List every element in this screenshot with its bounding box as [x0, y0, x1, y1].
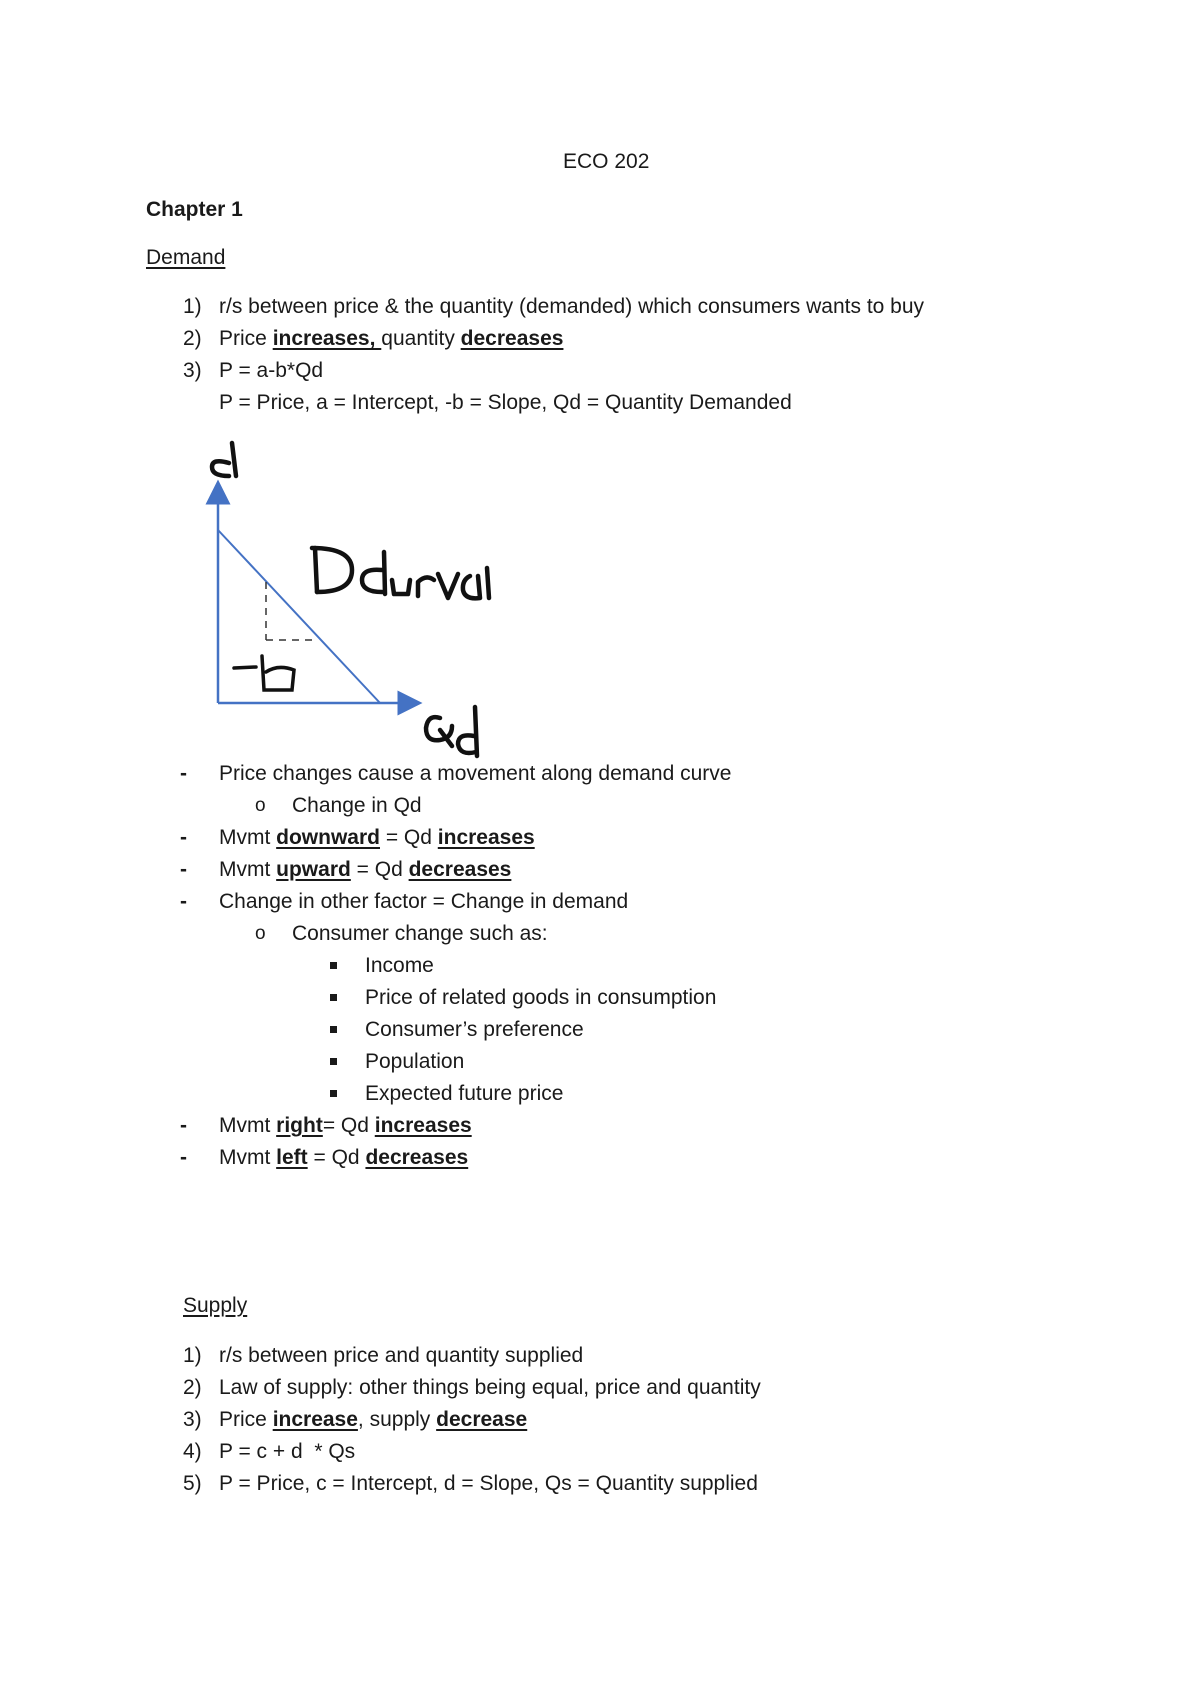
list-number: 2) — [183, 327, 202, 350]
list-text: Mvmt left = Qd decreases — [219, 1146, 469, 1169]
square-bullet — [330, 1058, 337, 1065]
list-text: Price of related goods in consumption — [365, 986, 717, 1009]
dash-bullet: - — [180, 890, 187, 913]
document-title: ECO 202 — [563, 150, 650, 173]
list-text: Law of supply: other things being equal, price and quantity — [219, 1376, 761, 1399]
keyword-emphasis: downward — [276, 826, 380, 849]
list-text: Population — [365, 1050, 465, 1073]
list-text: Mvmt downward = Qd increases — [219, 826, 535, 849]
square-bullet — [330, 1090, 337, 1097]
supply-heading: Supply — [183, 1294, 248, 1317]
keyword-emphasis: upward — [276, 858, 351, 881]
keyword-emphasis: decrease — [436, 1408, 528, 1431]
list-text: Change in Qd — [292, 794, 422, 817]
list-text: P = a-b*Qd — [219, 359, 324, 382]
chapter-heading: Chapter 1 — [146, 198, 243, 221]
dash-bullet: - — [180, 826, 187, 849]
demand-line — [218, 530, 380, 703]
square-bullet — [330, 994, 337, 1001]
list-text: r/s between price and quantity supplied — [219, 1344, 584, 1367]
list-text: P = c + d * Qs — [219, 1440, 356, 1463]
keyword-emphasis: increase — [272, 1408, 358, 1431]
list-number: 3) — [183, 359, 202, 382]
list-text: Income — [365, 954, 434, 977]
list-number: 1) — [183, 1344, 202, 1367]
list-number: 4) — [183, 1440, 202, 1463]
keyword-emphasis: increases — [437, 826, 535, 849]
list-number: 2) — [183, 1376, 202, 1399]
list-number: 5) — [183, 1472, 202, 1495]
list-text: Consumer’s preference — [365, 1018, 584, 1041]
curve-label-handwritten — [312, 548, 489, 598]
dash-bullet: - — [180, 762, 187, 785]
list-text: Mvmt right= Qd increases — [219, 1114, 472, 1137]
list-number: 1) — [183, 295, 202, 318]
keyword-emphasis: decreases — [460, 327, 564, 350]
list-text: Price changes cause a movement along demand curve — [219, 762, 732, 785]
dash-bullet: - — [180, 858, 187, 881]
keyword-emphasis: right — [276, 1114, 323, 1137]
formula-note: P = Price, a = Intercept, -b = Slope, Qd = Quantity Demanded — [219, 391, 792, 414]
circle-bullet: o — [255, 795, 266, 816]
list-text: Price increase, supply decrease — [219, 1408, 528, 1431]
list-text: Change in other factor = Change in demand — [219, 890, 629, 913]
keyword-emphasis: decreases — [365, 1146, 469, 1169]
dash-bullet: - — [180, 1114, 187, 1137]
list-text: Consumer change such as: — [292, 922, 548, 945]
list-number: 3) — [183, 1408, 202, 1431]
list-text: P = Price, c = Intercept, d = Slope, Qs = Quantity supplied — [219, 1472, 758, 1495]
x-label-handwritten — [426, 707, 477, 756]
list-text: r/s between price & the quantity (demanded) which consumers wants to buy — [219, 295, 925, 318]
dash-bullet: - — [180, 1146, 187, 1169]
slope-label-handwritten — [234, 656, 294, 690]
keyword-emphasis: increases — [374, 1114, 472, 1137]
list-text: Price increases, quantity decreases — [219, 327, 564, 350]
y-label-handwritten — [212, 443, 236, 476]
list-text: Expected future price — [365, 1082, 564, 1105]
demand-heading: Demand — [146, 246, 226, 269]
square-bullet — [330, 1026, 337, 1033]
keyword-emphasis: left — [276, 1146, 308, 1169]
keyword-emphasis: decreases — [408, 858, 512, 881]
square-bullet — [330, 962, 337, 969]
circle-bullet: o — [255, 923, 266, 944]
list-text: Mvmt upward = Qd decreases — [219, 858, 512, 881]
keyword-emphasis: increases, — [272, 327, 382, 350]
